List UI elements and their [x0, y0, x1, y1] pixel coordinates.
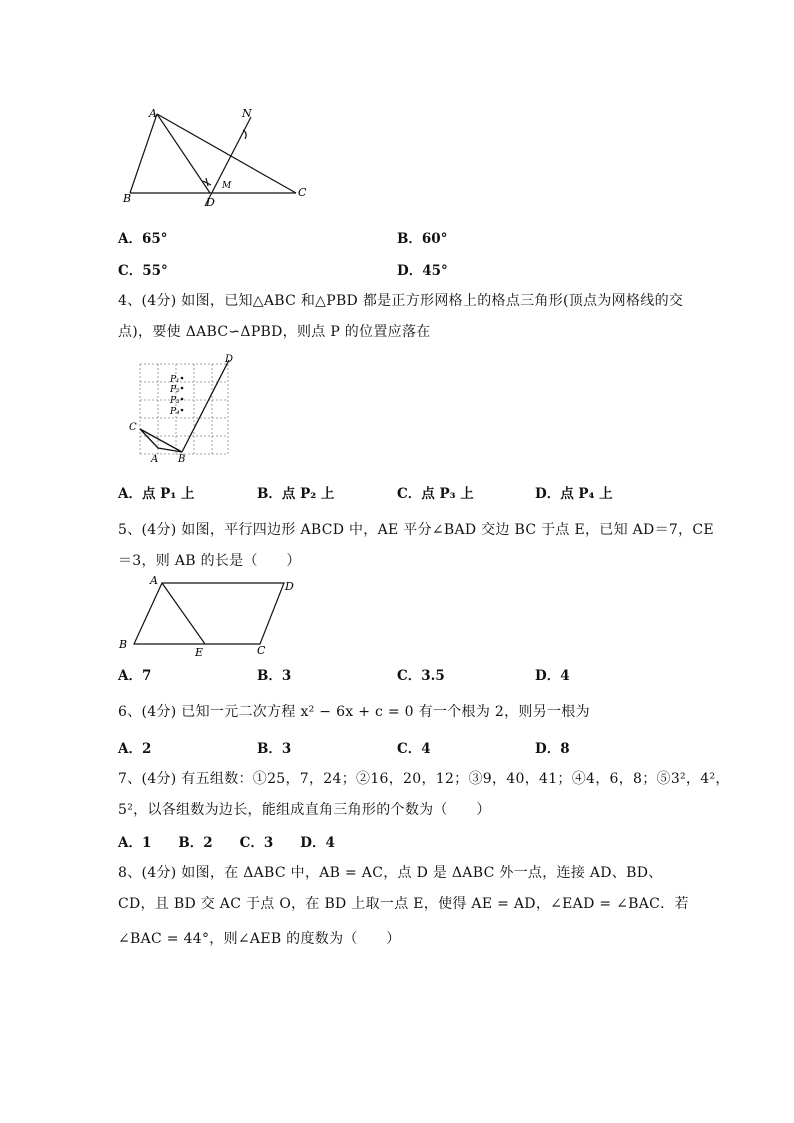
q3-label-d: D [206, 196, 215, 209]
q6-option-d[interactable]: D．8 [535, 741, 570, 757]
q3-option-b[interactable]: B．60° [397, 231, 448, 247]
q4-label-p2: P₂ [170, 385, 180, 395]
q4-grid-figure [125, 352, 240, 466]
q4-label-c: C [129, 422, 137, 433]
q8-text-line-3: ∠BAC = 44°，则∠AEB 的度数为（ ） [118, 931, 401, 947]
q3-label-n: N [242, 107, 252, 120]
q4-option-b[interactable]: B．点 P₂ 上 [257, 486, 335, 502]
q3-option-c[interactable]: C．55° [118, 263, 168, 279]
q5-option-a[interactable]: A．7 [118, 668, 152, 684]
q4-option-d[interactable]: D．点 P₄ 上 [535, 486, 613, 502]
q5-label-d: D [285, 580, 294, 593]
q7-options[interactable]: A．1 B．2 C．3 D．4 [118, 835, 335, 851]
q5-text-line-1: 5、(4分) 如图，平行四边形 ABCD 中，AE 平分∠BAD 交边 BC 于点 E，已知 AD＝7，CE [118, 522, 714, 538]
q4-option-c[interactable]: C．点 P₃ 上 [397, 486, 474, 502]
q4-label-p4: P₄ [170, 407, 180, 417]
q7-text-line-1: 7、(4分) 有五组数：①25，7，24；②16，20，12；③9，40，41；④4，6，8；⑤3²，4²， [118, 771, 730, 787]
q4-label-p1: P₁ [170, 375, 180, 385]
q6-text-line-1: 6、(4分) 已知一元二次方程 x² − 6x + c = 0 有一个根为 2，则另一根为 [118, 704, 590, 720]
q5-label-e: E [195, 646, 204, 659]
q5-figure [115, 572, 305, 660]
q6-option-c[interactable]: C．4 [397, 741, 431, 757]
q5-text-line-2: ＝3，则 AB 的长是（ ） [118, 553, 301, 569]
q5-option-d[interactable]: D．4 [535, 668, 570, 684]
q3-option-d[interactable]: D．45° [397, 263, 448, 279]
q3-label-b: B [123, 192, 132, 205]
q4-label-b: B [178, 454, 186, 465]
q4-text-line-2: 点)，要使 ΔABC∽ΔPBD，则点 P 的位置应落在 [118, 324, 431, 340]
q6-option-a[interactable]: A．2 [118, 741, 152, 757]
q5-label-c: C [257, 644, 266, 657]
q6-option-b[interactable]: B．3 [257, 741, 292, 757]
q4-text-line-1: 4、(4分) 如图，已知△ABC 和△PBD 都是正方形网格上的格点三角形(顶点为网格线的交 [118, 293, 684, 309]
q4-label-p3: P₃ [170, 396, 180, 406]
q7-text-line-2: 5²，以各组数为边长，能组成直角三角形的个数为（ ） [118, 802, 491, 818]
q5-label-b: B [119, 638, 128, 651]
q4-option-a[interactable]: A．点 P₁ 上 [118, 486, 195, 502]
q3-label-m: M [222, 181, 232, 191]
q3-label-c: C [298, 186, 307, 199]
q4-label-d: D [225, 354, 234, 365]
q5-label-a: A [150, 574, 158, 587]
q3-label-a: A [149, 107, 157, 120]
q4-label-a: A [151, 454, 159, 465]
q5-option-b[interactable]: B．3 [257, 668, 292, 684]
q3-option-a[interactable]: A．65° [118, 231, 168, 247]
q5-option-c[interactable]: C．3.5 [397, 668, 445, 684]
q3-figure [110, 100, 320, 212]
q8-text-line-1: 8、(4分) 如图，在 ΔABC 中，AB = AC，点 D 是 ΔABC 外一点，连接 AD、BD、 [118, 865, 663, 881]
q8-text-line-2: CD，且 BD 交 AC 于点 O，在 BD 上取一点 E，使得 AE = AD，∠EAD = ∠BAC．若 [118, 896, 689, 912]
